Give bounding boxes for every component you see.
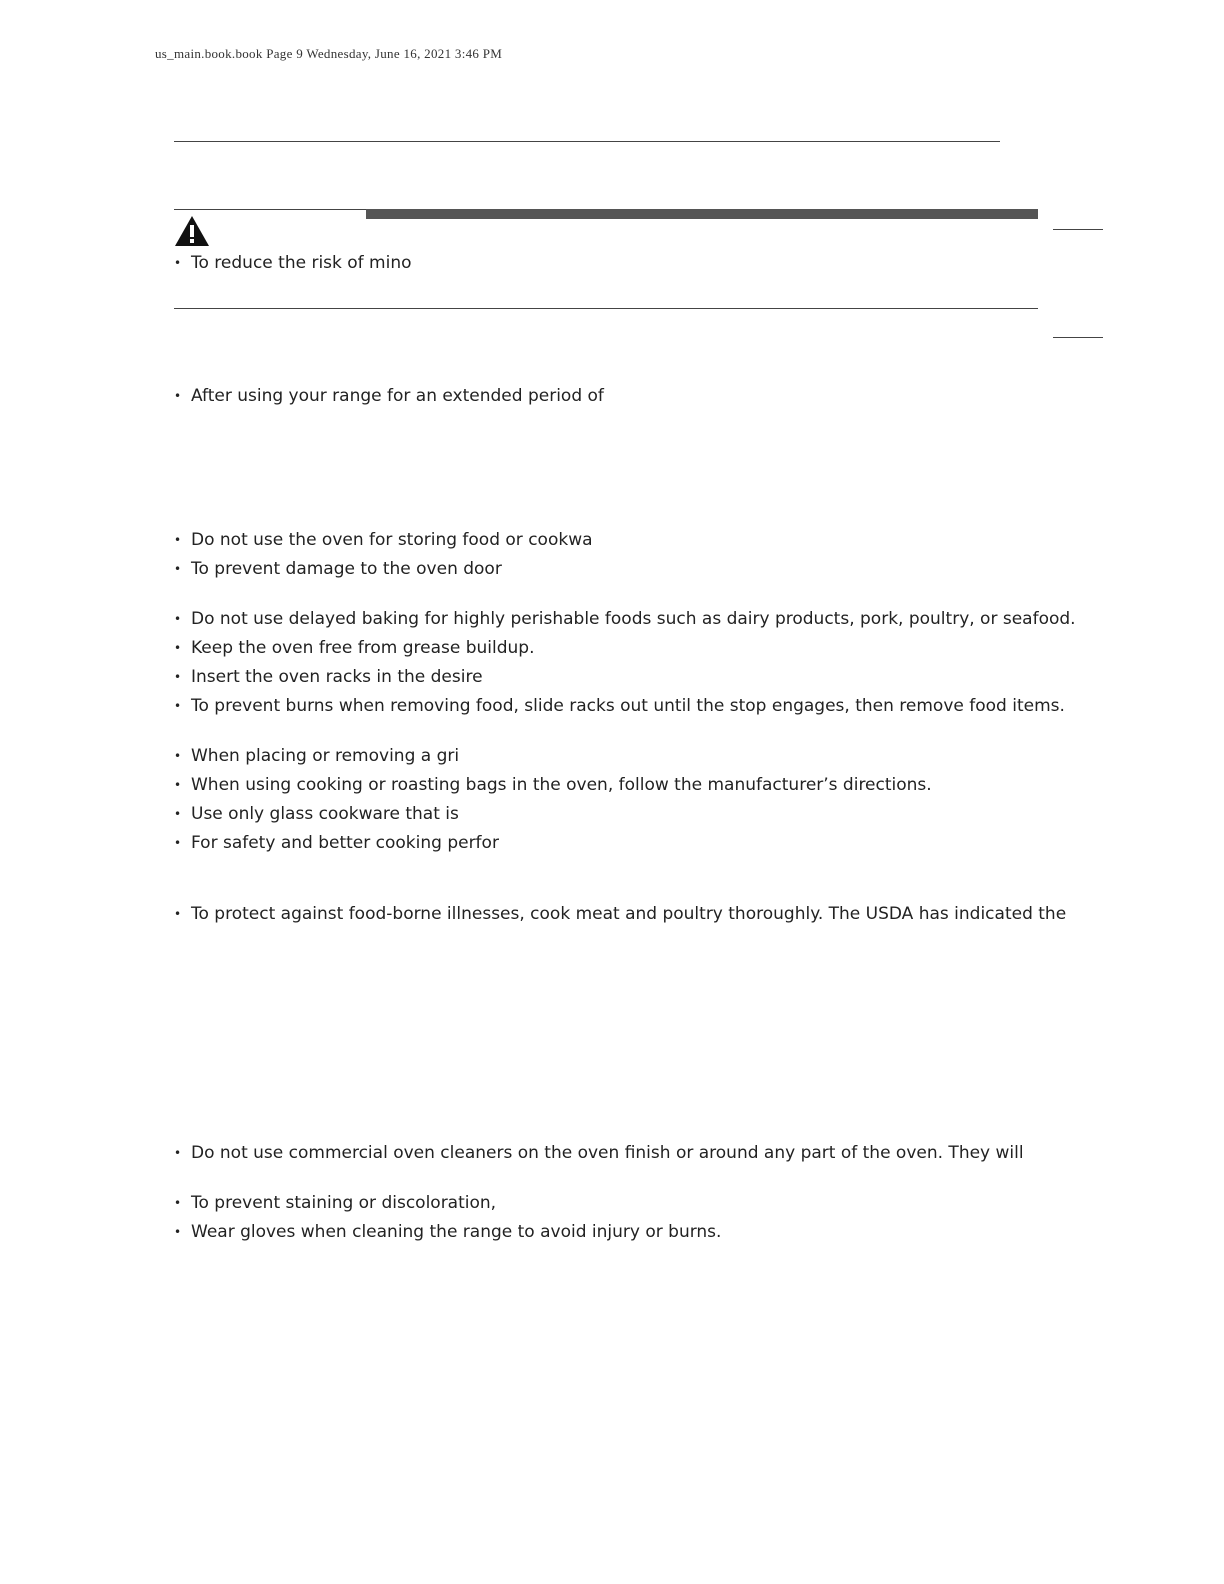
- list-item: [174, 1221, 721, 1243]
- list-item-text: Do not use delayed baking for highly perishable foods such as dairy products, pork, poultry, or seafood.: [191, 609, 1076, 629]
- list-item-text: Insert the oven racks in the desire: [191, 667, 483, 687]
- list-item-text: To protect against food-borne illnesses, cook meat and poultry thoroughly. The USDA has indicated the: [191, 904, 1067, 924]
- top-divider: [174, 141, 1000, 142]
- list-item-text: Wear gloves when cleaning the range to avoid injury or burns.: [191, 1222, 722, 1242]
- list-item-text: For safety and better cooking perfor: [191, 833, 499, 853]
- margin-tab-bottom: [1053, 337, 1103, 338]
- list-item: [174, 803, 459, 825]
- list-item: [174, 666, 483, 688]
- warning-item-text: To reduce the risk of mino: [191, 253, 412, 273]
- list-item: [174, 529, 593, 551]
- list-item: [174, 832, 499, 854]
- list-item-text: When using cooking or roasting bags in the oven, follow the manufacturer’s directions.: [191, 775, 932, 795]
- bullet-glyph: •: [174, 562, 182, 576]
- list-item: [174, 1192, 496, 1214]
- bullet-glyph: •: [174, 907, 182, 921]
- list-item: [174, 695, 1065, 717]
- print-header: us_main.book.book Page 9 Wednesday, June 16, 2021 3:46 PM: [155, 46, 503, 61]
- bullet-glyph: •: [174, 1146, 182, 1160]
- list-item-text: To prevent staining or discoloration,: [191, 1193, 497, 1213]
- list-item-text: Keep the oven free from grease buildup.: [191, 638, 535, 658]
- list-item: [174, 774, 932, 796]
- bullet-glyph: •: [174, 612, 182, 626]
- margin-tab-top: [1053, 229, 1103, 230]
- bullet-glyph: •: [174, 256, 182, 270]
- bullet-glyph: •: [174, 749, 182, 763]
- warning-triangle-icon: [174, 215, 210, 247]
- bullet-glyph: •: [174, 389, 182, 403]
- list-item: [174, 1142, 1024, 1164]
- list-item: [174, 558, 502, 580]
- bullet-glyph: •: [174, 1225, 182, 1239]
- list-item: [174, 608, 1076, 630]
- bullet-glyph: •: [174, 807, 182, 821]
- list-item-text: To prevent damage to the oven door: [191, 559, 502, 579]
- bullet-glyph: •: [174, 1196, 182, 1210]
- bullet-glyph: •: [174, 778, 182, 792]
- bullet-glyph: •: [174, 699, 182, 713]
- list-item: [174, 745, 459, 767]
- list-item: [174, 903, 1066, 925]
- list-item-text: Use only glass cookware that is: [191, 804, 459, 824]
- list-item: [174, 385, 604, 407]
- list-item-text: To prevent burns when removing food, slide racks out until the stop engages, then remove food items.: [191, 696, 1065, 716]
- list-item-text: Do not use commercial oven cleaners on the oven finish or around any part of the oven. They will: [191, 1143, 1024, 1163]
- bullet-glyph: •: [174, 533, 182, 547]
- warning-box-title-bar: [366, 209, 1038, 219]
- warning-box-bottom-rule: [174, 308, 1038, 309]
- list-item-text: After using your range for an extended period of: [191, 386, 604, 406]
- list-item: [174, 637, 534, 659]
- bullet-glyph: •: [174, 641, 182, 655]
- bullet-glyph: •: [174, 670, 182, 684]
- list-item-text: When placing or removing a gri: [191, 746, 460, 766]
- warning-item: [174, 252, 412, 274]
- bullet-glyph: •: [174, 836, 182, 850]
- list-item-text: Do not use the oven for storing food or cookwa: [191, 530, 593, 550]
